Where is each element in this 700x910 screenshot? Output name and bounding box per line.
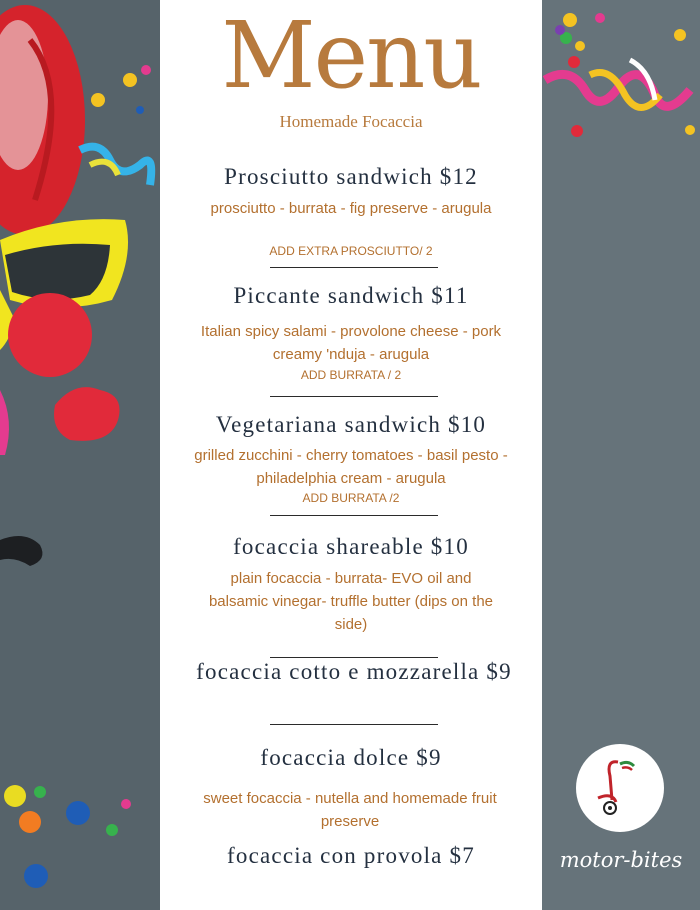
menu-item-desc: Italian spicy salami - provolone cheese - pork creamy 'nduja - arugula (200, 323, 502, 363)
menu-panel (160, 0, 542, 910)
brand-name: motor-bites (559, 848, 683, 872)
divider (270, 267, 438, 268)
menu-title: Menu (221, 2, 481, 109)
menu-item-desc: sweet focaccia - nutella and homemade fruit preserve (203, 790, 497, 830)
brand-logo (576, 744, 664, 832)
menu-item-desc: grilled zucchini - cherry tomatoes - basil pesto - philadelphia cream - arugula (194, 447, 508, 487)
divider (270, 724, 438, 725)
divider (270, 396, 438, 397)
menu-item-name: Prosciutto sandwich $12 (224, 164, 478, 189)
divider (270, 515, 438, 516)
menu-item-desc: prosciutto - burrata - fig preserve - arugula (210, 200, 492, 217)
menu-item-addon: ADD BURRATA / 2 (300, 368, 402, 382)
menu-subtitle: Homemade Focaccia (279, 112, 423, 131)
menu-item-name: focaccia cotto e mozzarella $9 (196, 659, 512, 684)
menu-item-name: focaccia shareable $10 (233, 534, 469, 559)
menu-item-name: Piccante sandwich $11 (233, 283, 469, 308)
menu-item-name: focaccia dolce $9 (260, 745, 442, 770)
menu-item-addon: ADD BURRATA /2 (302, 491, 400, 505)
scooter-icon (576, 744, 664, 832)
menu-item-desc: plain focaccia - burrata- EVO oil and balsamic vinegar- truffle butter (dips on the side) (208, 570, 494, 633)
menu-item-addon: ADD EXTRA PROSCIUTTO/ 2 (269, 244, 433, 258)
menu-item-name: focaccia con provola $7 (227, 843, 475, 868)
menu-item-name: Vegetariana sandwich $10 (215, 412, 487, 437)
